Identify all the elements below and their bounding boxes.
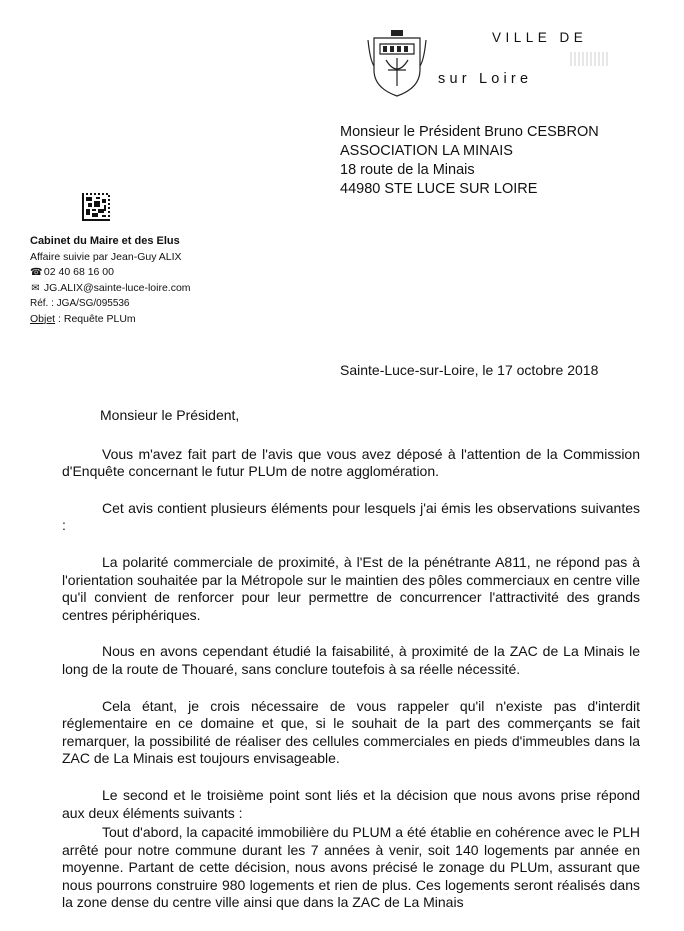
objet-label: Objet — [30, 312, 56, 325]
city-crest-logo — [366, 30, 428, 98]
reference: Réf. : JGA/SG/095536 — [30, 298, 130, 309]
sender-info — [30, 234, 191, 327]
datamatrix-code — [82, 193, 110, 221]
phone-number: 02 40 68 16 00 — [43, 266, 114, 278]
sender-office: Cabinet du Maire et des Elus — [30, 235, 180, 247]
body-paragraph: La polarité commerciale de proximité, à l'Est de la pénétrante A811, ne répond pas à l'orientation souhaitée par la Métropole sur le maintien des pôles commerciaux en centre ville qu'il convient de renforcer pour leur permettre de concurrencer l'attractivité des grands centres périphériques. — [62, 553, 640, 623]
recipient-address — [340, 123, 599, 199]
recipient-line: 44980 STE LUCE SUR LOIRE — [340, 181, 538, 197]
body-paragraph: Vous m'avez fait part de l'avis que vous avez déposé à l'attention de la Commission d'Enquête concernant le futur PLUm de notre agglomération. — [62, 445, 640, 480]
phone-icon: ☎ — [30, 267, 43, 278]
objet-value: : Requête PLUm — [55, 312, 136, 325]
letterhead-city-line1: VILLE DE — [492, 30, 588, 45]
body-paragraph: Nous en avons cependant étudié la faisabilité, à proximité de la ZAC de La Minais le long de la route de Thouaré, sans conclure toutefois à sa réelle nécessité. — [62, 643, 640, 677]
body-paragraph: Cela étant, je crois nécessaire de vous rappeler qu'il n'existe pas d'interdit réglementaire en ce domaine et que, si le souhait de la part des commerçants se fait remarquer, la possibilité de réaliser des cellules commerciales en pieds d'immeubles dans la ZAC de La Minais est toujours envisageable. — [62, 697, 640, 767]
recipient-line: 18 route de la Minais — [340, 162, 475, 178]
email-row — [30, 281, 191, 297]
letter-body — [62, 407, 640, 931]
recipient-line: Monsieur le Président Bruno CESBRON — [340, 124, 599, 140]
salutation: Monsieur le Président, — [100, 407, 240, 423]
case-handler: Affaire suivie par Jean-Guy ALIX — [30, 250, 182, 263]
body-paragraph: Tout d'abord, la capacité immobilière du PLUM a été établie en cohérence avec le PLH arrêté pour notre commune durant les 7 années à venir, soit 140 logements par année en moyenne. Partant de cette décision, nous avons précisé le zonage du PLUm, assurant que nous pourrons construire 980 logements et rien de plus. Ces logements seront réalisés dans la zone dense du centre ville ainsi que dans la ZAC de La Minais — [62, 824, 640, 911]
objet-row — [30, 312, 191, 328]
recipient-line: ASSOCIATION LA MINAIS — [340, 143, 513, 159]
email-address[interactable]: JG.ALIX@sainte-luce-loire.com — [43, 281, 191, 294]
date-line: Sainte-Luce-sur-Loire, le 17 octobre 2018 — [340, 362, 599, 378]
body-paragraph: Cet avis contient plusieurs éléments pour lesquels j'ai émis les observations suivantes : — [62, 499, 640, 534]
body-paragraph: Le second et le troisième point sont liés et la décision que nous avons prise répond aux deux éléments suivants : — [62, 786, 640, 821]
redacted-city-name — [570, 52, 610, 66]
phone-row — [30, 265, 191, 281]
letterhead-city-line2: sur Loire — [438, 71, 533, 87]
envelope-icon: ✉ — [31, 282, 40, 294]
